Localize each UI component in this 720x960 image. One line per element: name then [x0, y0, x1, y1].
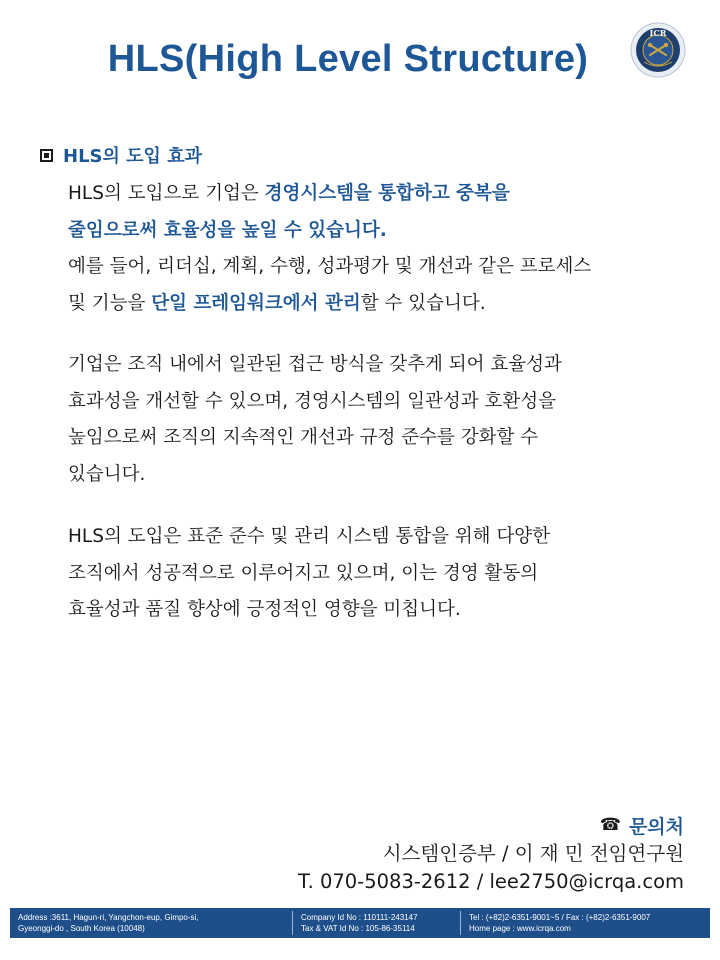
- footer-address-line1: Address :3611, Hagun-ri, Yangchon-eup, Gimpo-si,: [18, 913, 199, 922]
- para2-line1: 기업은 조직 내에서 일관된 접근 방식을 갖추게 되어 효율성과: [68, 354, 562, 375]
- section-heading: [40, 142, 202, 168]
- section-title: HLS의 도입 효과: [63, 146, 202, 167]
- footer-tax-id: Tax & VAT Id No : 105-86-35114: [301, 924, 415, 933]
- para1-line4-highlight: 단일 프레임워크에서 관리: [151, 292, 361, 314]
- para2-line2: 효과성을 개선할 수 있으며, 경영시스템의 일관성과 호환성을: [68, 390, 556, 412]
- para3-line3: 효율성과 품질 향상에 긍정적인 영향을 미칩니다.: [68, 599, 461, 620]
- contact-phone-email: T. 070-5083-2612 / lee2750@icrqa.com: [297, 870, 684, 893]
- para1-line4-text: 및 기능을: [68, 292, 152, 314]
- contact-heading: 문의처: [628, 815, 684, 838]
- contact-department-name: 시스템인증부 / 이 재 민 전임연구원: [382, 842, 684, 865]
- paragraph-adoption: [68, 519, 698, 629]
- para3-line1: HLS의 도입은 표준 준수 및 관리 시스템 통합을 위해 다양한: [68, 526, 551, 547]
- telephone-icon: ☎: [599, 815, 621, 835]
- para1-line3: 예를 들어, 리더십, 계획, 수행, 성과평가 및 개선과 같은 프로세스: [68, 256, 592, 277]
- paragraph-consistency: [68, 347, 698, 493]
- footer-bar: [10, 908, 710, 938]
- footer-homepage: Home page : www.icrqa.com: [469, 924, 571, 933]
- para2-line4: 있습니다.: [68, 463, 146, 485]
- square-checkbox-icon: [40, 149, 53, 162]
- footer-tel-fax: Tel : (+82)2-6351-9001~5 / Fax : (+82)2-6351-9007: [469, 913, 651, 922]
- para1-line4-end: 할 수 있습니다.: [360, 292, 486, 314]
- para1-line2-highlight: 줄임으로써 효율성을 높일 수 있습니다.: [68, 219, 387, 241]
- icr-certification-emblem-icon: [630, 22, 686, 78]
- page-title: HLS(High Level Structure): [107, 38, 589, 80]
- contact-block: [298, 810, 684, 896]
- footer-address-line2: Gyeonggi-do , South Korea (10048): [18, 924, 145, 933]
- para2-line3: 높임으로써 조직의 지속적인 개선과 규정 준수를 강화할 수: [68, 427, 539, 448]
- logo-text: ICR: [649, 28, 667, 38]
- para1-line1-highlight: 경영시스템을 통합하고 중복을: [264, 183, 510, 204]
- paragraph-intro: [68, 176, 698, 322]
- footer-company-id: Company Id No : 110111-243147: [301, 913, 418, 922]
- para3-line2: 조직에서 성공적으로 이루어지고 있으며, 이는 경영 활동의: [68, 562, 539, 584]
- para1-line1-text: HLS의 도입으로 기업은: [68, 183, 265, 204]
